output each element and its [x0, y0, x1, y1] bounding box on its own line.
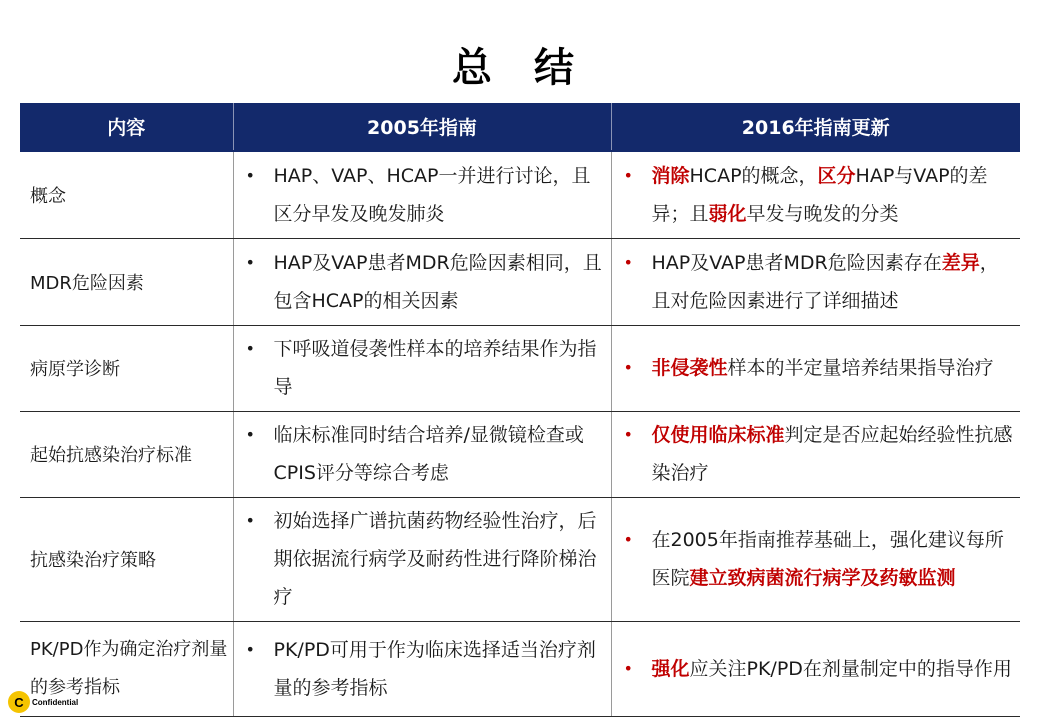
emphasis-text: 消除 — [651, 164, 690, 187]
bullet-icon: • — [623, 252, 633, 272]
cell-text — [652, 650, 1015, 688]
cell-text: 临床标准同时结合培养/显微镜检查或CPIS评分等综合考虑 — [273, 424, 584, 484]
table-row — [20, 238, 1020, 325]
cell-text: HAP及VAP患者MDR危险因素相同，且包含HCAP的相关因素 — [273, 251, 602, 312]
emphasis-text: 区分 — [817, 164, 856, 187]
cell-2005 — [233, 325, 611, 411]
cell-2005 — [233, 621, 611, 716]
table-row — [20, 325, 1020, 411]
bullet-icon: • — [245, 252, 255, 272]
plain-text: HAP及VAP患者MDR危险因素存在 — [651, 251, 942, 274]
bullet-icon: • — [623, 530, 633, 549]
bullet-icon: • — [623, 358, 633, 377]
bullet-icon: • — [623, 658, 633, 678]
plain-text: 样本的半定量培养结果指导治疗 — [727, 357, 994, 379]
row-label: PK/PD作为确定治疗剂量的参考指标 — [20, 621, 233, 716]
cell-text — [652, 349, 1015, 387]
emphasis-text: 强化 — [651, 657, 690, 680]
table-row — [20, 497, 1020, 621]
plain-text: 在2005年指南推荐基础上，强化建议每所医院 — [651, 529, 1004, 589]
plain-text: HCAP的概念， — [689, 164, 818, 187]
cell-2005 — [233, 497, 611, 621]
row-label: MDR危险因素 — [20, 238, 233, 325]
cell-2005 — [233, 238, 611, 325]
bullet-icon: • — [245, 425, 255, 444]
cell-text — [652, 157, 1015, 233]
plain-text: HAP与VAP的差异；且 — [651, 164, 988, 225]
cell-text: PK/PD可用于作为临床选择适当治疗剂量的参考指标 — [273, 638, 596, 699]
cell-2016 — [611, 621, 1020, 716]
plain-text: 早发与晚发的分类 — [746, 202, 899, 225]
cell-2005 — [233, 411, 611, 497]
cell-2016 — [611, 325, 1020, 411]
table-row — [20, 151, 1020, 238]
emphasis-text: 弱化 — [708, 202, 747, 225]
emphasis-text: 差异 — [941, 251, 980, 274]
cell-2016 — [611, 151, 1020, 238]
plain-text: 应关注PK/PD在剂量制定中的指导作用 — [689, 657, 1012, 680]
emphasis-text: 建立致病菌流行病学及药敏监测 — [689, 567, 956, 589]
bullet-icon: • — [623, 165, 633, 185]
bullet-icon: • — [245, 511, 255, 530]
cell-text: 初始选择广谱抗菌药物经验性治疗，后期依据流行病学及耐药性进行降阶梯治疗 — [273, 510, 597, 608]
bullet-icon: • — [245, 165, 255, 185]
cell-text — [652, 416, 1015, 492]
header-2005: 2005年指南 — [233, 103, 611, 151]
confidential-label: Confidential — [32, 698, 79, 707]
emphasis-text: 非侵袭性 — [651, 357, 728, 379]
cell-2016 — [611, 411, 1020, 497]
header-2016: 2016年指南更新 — [611, 103, 1020, 151]
page-title: 总 结 — [452, 45, 588, 91]
bullet-icon: • — [245, 639, 255, 659]
table-row — [20, 411, 1020, 497]
cell-2016 — [611, 497, 1020, 621]
table-header-row — [20, 103, 1020, 151]
header-content: 内容 — [20, 103, 233, 151]
company-logo-icon: C — [8, 691, 30, 713]
summary-table — [20, 103, 1020, 717]
bullet-icon: • — [623, 425, 633, 444]
cell-text: 下呼吸道侵袭性样本的培养结果作为指导 — [273, 338, 597, 398]
bullet-icon: • — [245, 339, 255, 358]
row-label: 概念 — [20, 151, 233, 238]
row-label: 抗感染治疗策略 — [20, 497, 233, 621]
cell-text — [652, 244, 1015, 320]
cell-text — [652, 521, 1015, 597]
plain-text: 判定是否应起始经验性抗感染治疗 — [651, 424, 1013, 484]
emphasis-text: 仅使用临床标准 — [651, 424, 785, 446]
row-label: 起始抗感染治疗标准 — [20, 411, 233, 497]
cell-text: HAP、VAP、HCAP一并进行讨论，且区分早发及晚发肺炎 — [273, 164, 591, 225]
cell-2005 — [233, 151, 611, 238]
row-label: 病原学诊断 — [20, 325, 233, 411]
table-row — [20, 621, 1020, 716]
cell-2016 — [611, 238, 1020, 325]
plain-text: ，且对危险因素进行了详细描述 — [651, 251, 999, 312]
